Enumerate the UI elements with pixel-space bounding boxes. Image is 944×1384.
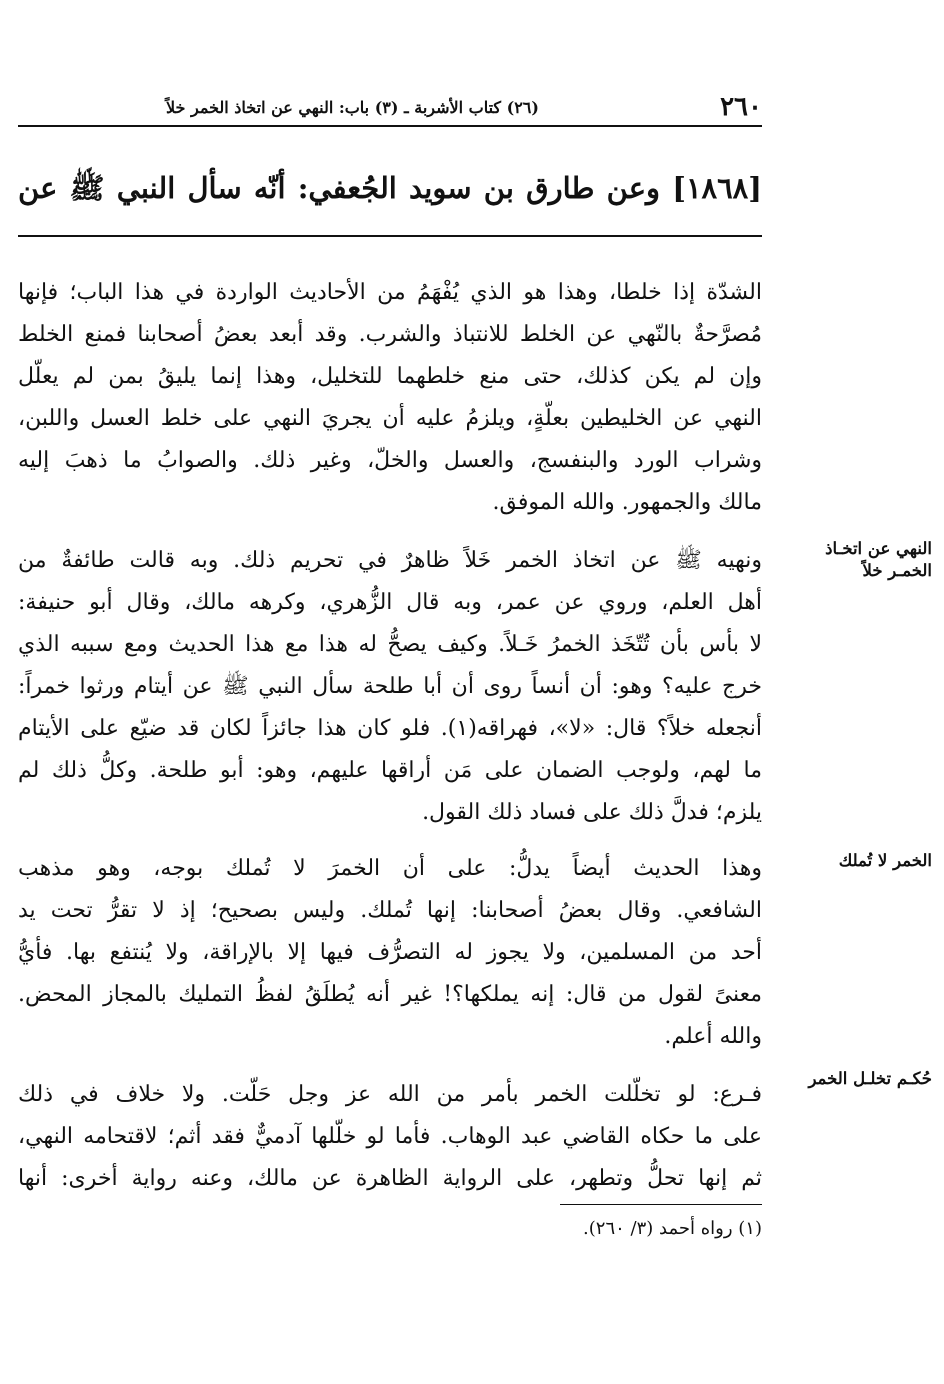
commentary-paragraph-3: [18, 848, 762, 1058]
margin-note-wine-not-owned: الخمر لا تُملك: [838, 851, 932, 870]
margin-note-wine-vinegarization: حُكـم تخلـل الخمر: [808, 1069, 932, 1088]
commentary-paragraph-2: [18, 540, 762, 834]
text-line: وهذا الحديث أيضاً يدلُّ: على أن الخمرَ لا تُملك بوجه، وهو مذهب: [18, 856, 762, 881]
header-divider: [18, 125, 762, 127]
text-line: النهي عن الخليطين بعلّةٍ، ويلزمُ عليه أن يجريَ النهي على خلط العسل واللبن،: [18, 406, 762, 431]
hadith-heading: [١٨٦٨] وعن طارق بن سويد الجُعفي: أنّه سأل النبي ﷺ عن: [18, 171, 762, 205]
text-line: مُصرَّحةٌ بالنّهي عن الخلط للانتباذ والشرب. وقد أبعد بعضُ أصحابنا فمنع الخلط: [18, 322, 762, 347]
commentary-paragraph-4: [18, 1074, 762, 1200]
text-line: مالك والجمهور. والله الموفق.: [492, 490, 762, 515]
text-line: الشدّة إذا خلطا، وهذا هو الذي يُفْهَمُ من الأحاديث الواردة في هذا الباب؛ فإنها: [18, 280, 762, 305]
text-line: ونهيه ﷺ عن اتخاذ الخمر خَلاً ظاهرٌ في تحريم ذلك. وبه قالت طائفةٌ من: [18, 548, 762, 573]
text-line: أهل العلم، وروي عن عمر، وبه قال الزُّهري، وكرهه مالك، وقال أبو حنيفة:: [18, 590, 762, 615]
text-line: يلزم؛ فدلَّ ذلك على فساد ذلك القول.: [422, 800, 762, 825]
text-line: فـرع: لو تخلّلت الخمر بأمر من الله عز وجل حَلّت. ولا خلاف في ذلك: [18, 1082, 762, 1107]
text-line: ما لهم، ولوجب الضمان على مَن أراقها عليهم، وهو: أبو طلحة. وكلُّ ذلك لم: [18, 758, 762, 783]
running-header: [18, 92, 762, 126]
footnote: (١) رواه أحمد (٣/ ٢٦٠).: [583, 1218, 762, 1239]
footnote-divider: [560, 1204, 762, 1205]
text-line: وشراب الورد والبنفسج، والعسل والخلّ، وغير ذلك. والصوابُ ما ذهبَ إليه: [18, 448, 762, 473]
commentary-paragraph-1: [18, 272, 762, 524]
margin-note-vinegar-prohibition: النهي عن اتخـاذ الخمـر خلاً: [825, 539, 932, 580]
text-line: وإن لم يكن كذلك، حتى منع خلطهما للتخليل، وهذا إنما يليقُ بمن لم يعلّل: [18, 364, 762, 389]
text-line: على ما حكاه القاضي عبد الوهاب. فأما لو خلّلها آدميٌّ فقد أثم؛ لاقتحامه النهي،: [18, 1124, 762, 1149]
text-line: والله أعلم.: [664, 1024, 762, 1049]
text-line: أنجعله خلاً؟ قال: «لا»، فهراقه(١). فلو كان هذا جائزاً لكان قد ضيّع على الأيتام: [18, 716, 762, 741]
page-number: ٢٦٠: [720, 92, 762, 122]
text-line: معنىً لقول من قال: إنه يملكها؟! غير أنه يُطلَقُ لفظُ التمليك بالمجاز المحض.: [18, 982, 762, 1007]
text-line: لا بأس بأن تُتّخَذ الخمرُ خَـلاً. وكيف يصحُّ له هذا مع هذا الحديث ومع سببه الذي: [18, 632, 762, 657]
text-line: خرج عليه؟ وهو: أن أنساً روى أن أبا طلحة سأل النبي ﷺ عن أيتام ورثوا خمراً:: [18, 674, 762, 699]
section-divider: [18, 235, 762, 237]
text-line: أحد من المسلمين، ولا يجوز له التصرُّف فيها إلا بالإراقة، ولا يُنتفع بها. فأيُّ: [18, 940, 762, 965]
running-title: (٢٦) كتاب الأشربة ـ (٣) باب: النهي عن اتخاذ الخمر خلاً: [166, 98, 539, 117]
text-line: الشافعي. وقال بعضُ أصحابنا: إنها تُملك. وليس بصحيح؛ إذ لا تقرُّ تحت يد: [18, 898, 762, 923]
text-line: ثم إنها تحلُّ وتطهر، على الرواية الظاهرة عن مالك، وعنه رواية أخرى: أنها: [18, 1166, 762, 1191]
